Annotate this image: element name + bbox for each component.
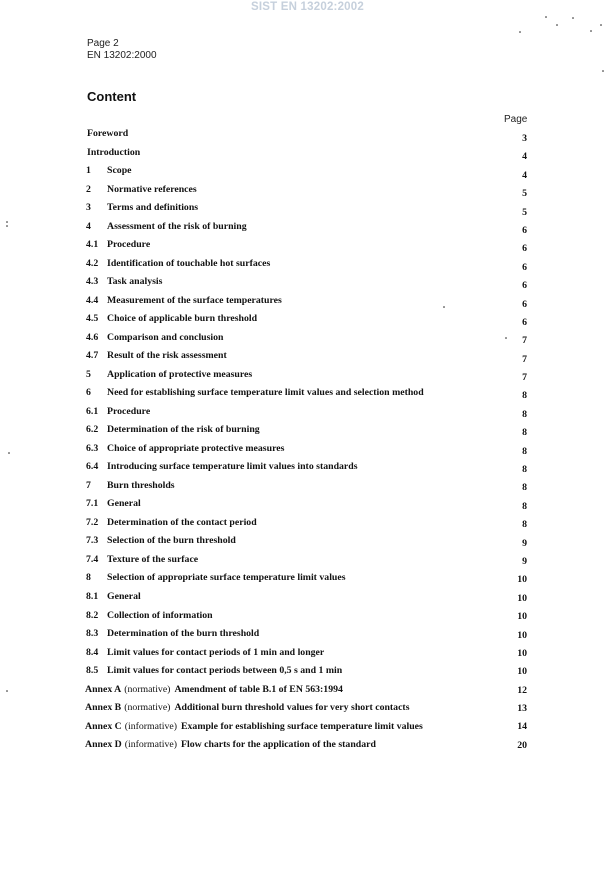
toc-entry-title: Normative references	[107, 183, 197, 195]
running-header-page: Page 2	[87, 38, 119, 49]
toc-entry	[0, 183, 615, 200]
annex-label: Annex A	[85, 683, 122, 695]
toc-entry	[0, 387, 615, 402]
scan-speck	[590, 30, 592, 32]
toc-entry-number: 7	[86, 479, 91, 491]
scan-speck	[572, 17, 574, 19]
toc-entry	[0, 684, 615, 696]
toc-entry	[0, 647, 615, 659]
toc-entry-title: Result of the risk assessment	[107, 350, 227, 362]
toc-entry-title: Selection of the burn threshold	[107, 535, 236, 547]
scan-speck	[6, 225, 8, 227]
toc-entry-page: 8	[522, 445, 527, 457]
toc-entry-title: Collection of information	[107, 609, 213, 621]
toc-entry-page: 13	[517, 703, 527, 715]
toc-entry-number: 4	[86, 220, 91, 232]
scan-speck	[545, 16, 547, 18]
toc-entry-title: Choice of appropriate protective measures	[107, 442, 285, 454]
toc-entry	[0, 572, 615, 584]
toc-entry	[0, 220, 615, 236]
toc-entry-page: 8	[522, 464, 527, 476]
toc-entry-page: 10	[517, 592, 527, 604]
toc-entry-number: 1	[86, 165, 91, 177]
scan-speck	[556, 24, 558, 26]
toc-entry-page: 20	[517, 739, 527, 751]
toc-entry-page: 8	[522, 500, 527, 512]
annex-entry	[85, 721, 423, 733]
toc-entry	[0, 517, 615, 529]
toc-entry	[0, 480, 615, 492]
toc-entry	[0, 461, 615, 476]
toc-entry-page: 10	[517, 647, 527, 659]
toc-entry-page: 6	[522, 280, 527, 292]
toc-entry	[0, 739, 615, 751]
toc-entry-page: 14	[517, 721, 527, 733]
toc-entry-number: 3	[86, 202, 91, 214]
toc-entry-page: 8	[522, 482, 527, 494]
toc-entry	[0, 128, 615, 144]
toc-entry-title: Scope	[107, 165, 132, 177]
toc-entry-title: Terms and definitions	[107, 202, 199, 214]
scan-speck	[6, 221, 8, 223]
toc-entry-title: Assessment of the risk of burning	[107, 220, 247, 232]
toc-entry-title: Additional burn threshold values for very short contacts	[174, 702, 410, 714]
scan-speck	[443, 306, 445, 308]
toc-entry-title: Measurement of the surface temperatures	[107, 294, 282, 306]
page-title: Content	[87, 89, 137, 104]
toc-entry-number: 8.5	[86, 665, 99, 677]
toc-entry	[0, 665, 615, 677]
toc-entry	[0, 610, 615, 622]
toc-entry-number: 6.4	[86, 461, 99, 473]
toc-entry	[0, 313, 615, 328]
toc-entry-number: 7.4	[86, 553, 99, 565]
toc-entry	[0, 239, 615, 255]
annex-entry	[85, 702, 410, 714]
toc-entry-page: 8	[522, 390, 527, 402]
toc-entry-title: Flow charts for the application of the standard	[180, 739, 376, 751]
toc-entry	[0, 202, 615, 218]
annex-entry	[85, 684, 343, 696]
toc-entry-title: Procedure	[107, 405, 151, 417]
toc-entry	[0, 498, 615, 510]
toc-entry-page: 4	[522, 151, 527, 163]
toc-entry-page: 4	[522, 169, 527, 181]
toc-entry-page: 10	[517, 611, 527, 623]
scan-speck	[505, 337, 507, 339]
toc-entry-number: 4.7	[86, 350, 99, 362]
toc-entry-number: 8.1	[86, 591, 99, 602]
toc-entry-number: 4.4	[86, 294, 99, 306]
toc-entry	[0, 628, 615, 640]
toc-entry	[0, 535, 615, 547]
toc-entry-page: 6	[522, 298, 527, 310]
toc-entry-title: Determination of the burn threshold	[107, 628, 260, 640]
toc-entry	[0, 331, 615, 347]
toc-entry-title: Selection of appropriate surface temperature limit values	[107, 572, 346, 584]
toc-entry-page: 8	[522, 519, 527, 531]
toc-entry-number: 4.3	[86, 276, 99, 288]
toc-entry-page: 6	[522, 316, 527, 328]
toc-entry	[0, 257, 615, 273]
annex-entry	[85, 739, 376, 751]
toc-entry-page: 6	[522, 243, 527, 255]
toc-entry	[0, 721, 615, 733]
toc-entry-title: Introduction	[87, 146, 141, 158]
watermark: SIST EN 13202:2002	[251, 1, 364, 13]
annex-type: (informative)	[124, 720, 177, 732]
toc-entry-title: Comparison and conclusion	[107, 331, 224, 343]
toc-entry-number: 6.1	[86, 405, 99, 417]
toc-entry-number: 6	[86, 387, 91, 399]
annex-type: (normative)	[124, 683, 171, 695]
toc-entry-page: 3	[522, 133, 527, 144]
toc-entry-title: Application of protective measures	[107, 368, 253, 380]
scan-speck	[600, 24, 602, 26]
toc-entry-title: Amendment of table B.1 of EN 563:1994	[174, 683, 343, 695]
toc-entry-number: 7.2	[86, 516, 99, 528]
toc-entry-page: 8	[522, 427, 527, 439]
annex-type: (normative)	[124, 702, 171, 714]
toc-entry-number: 7.1	[86, 498, 99, 510]
toc-entry	[0, 146, 615, 163]
toc-entry-number: 8.2	[86, 609, 99, 621]
running-header-standard: EN 13202:2000	[87, 50, 157, 61]
toc-entry	[0, 406, 615, 418]
toc-entry-title: Introducing surface temperature limit values into standards	[107, 461, 358, 473]
toc-entry-page: 12	[517, 684, 527, 696]
toc-entry-page: 7	[522, 353, 527, 365]
toc-entry-title: Limit values for contact periods of 1 min and longer	[107, 646, 325, 658]
toc-entry-number: 6.2	[86, 424, 99, 436]
toc-entry-page: 10	[517, 574, 527, 586]
toc-entry-page: 7	[522, 372, 527, 384]
toc-entry	[0, 368, 615, 384]
toc-entry-title: Foreword	[87, 128, 129, 139]
toc-entry-title: Example for establishing surface temperature limit values	[180, 720, 423, 732]
page-column-label: Page	[504, 114, 528, 125]
toc-entry-page: 6	[522, 261, 527, 273]
annex-type: (informative)	[124, 739, 177, 751]
toc-entry	[0, 276, 615, 292]
toc-entry-title: Burn thresholds	[107, 479, 175, 491]
toc-entry-number: 2	[86, 183, 91, 195]
toc-entry	[0, 165, 615, 181]
toc-entry	[0, 424, 615, 439]
toc-entry-page: 10	[517, 666, 527, 678]
toc-entry-title: Identification of touchable hot surfaces	[107, 257, 271, 269]
toc-entry-number: 4.6	[86, 331, 99, 343]
toc-entry-number: 4.1	[86, 239, 99, 251]
toc-entry-title: Determination of the risk of burning	[107, 424, 260, 436]
toc-entry-title: Need for establishing surface temperature limit values and selection method	[107, 387, 424, 399]
toc-entry-title: Choice of applicable burn threshold	[107, 313, 258, 325]
toc-entry	[0, 443, 615, 455]
annex-label: Annex B	[85, 702, 122, 714]
scan-speck	[8, 452, 10, 454]
scan-speck	[6, 690, 8, 692]
toc-entry-title: Task analysis	[107, 276, 163, 288]
toc-entry-number: 4.2	[86, 257, 99, 269]
toc-entry-number: 5	[86, 368, 91, 380]
toc-entry-number: 7.3	[86, 535, 99, 547]
toc-entry-page: 5	[522, 188, 527, 200]
toc-entry-number: 4.5	[86, 313, 99, 325]
toc-entry-title: General	[107, 498, 141, 510]
toc-entry-number: 6.3	[86, 442, 99, 454]
toc-entry-title: Procedure	[107, 239, 151, 251]
toc-entry-title: Limit values for contact periods between 0,5 s and 1 min	[107, 665, 343, 677]
toc-entry	[0, 591, 615, 603]
toc-entry	[0, 702, 615, 714]
toc-entry-number: 8	[86, 572, 91, 584]
toc-entry-number: 8.4	[86, 646, 99, 658]
scan-speck	[519, 31, 521, 33]
toc-entry-page: 6	[522, 224, 527, 236]
toc-entry-title: General	[107, 591, 141, 602]
toc-entry	[0, 350, 615, 365]
toc-entry-title: Determination of the contact period	[107, 516, 257, 528]
toc-entry-page: 7	[522, 335, 527, 347]
toc-entry	[0, 294, 615, 310]
toc-entry-page: 5	[522, 206, 527, 218]
toc-entry-page: 8	[522, 408, 527, 420]
toc-entry-page: 9	[522, 537, 527, 549]
scan-speck	[602, 70, 604, 72]
toc-entry	[0, 554, 615, 566]
toc-entry-page: 10	[517, 629, 527, 641]
toc-entry-number: 8.3	[86, 628, 99, 640]
toc-entry-title: Texture of the surface	[107, 553, 199, 565]
annex-label: Annex C	[85, 720, 122, 732]
annex-label: Annex D	[85, 739, 122, 751]
toc-entry-page: 9	[522, 555, 527, 567]
